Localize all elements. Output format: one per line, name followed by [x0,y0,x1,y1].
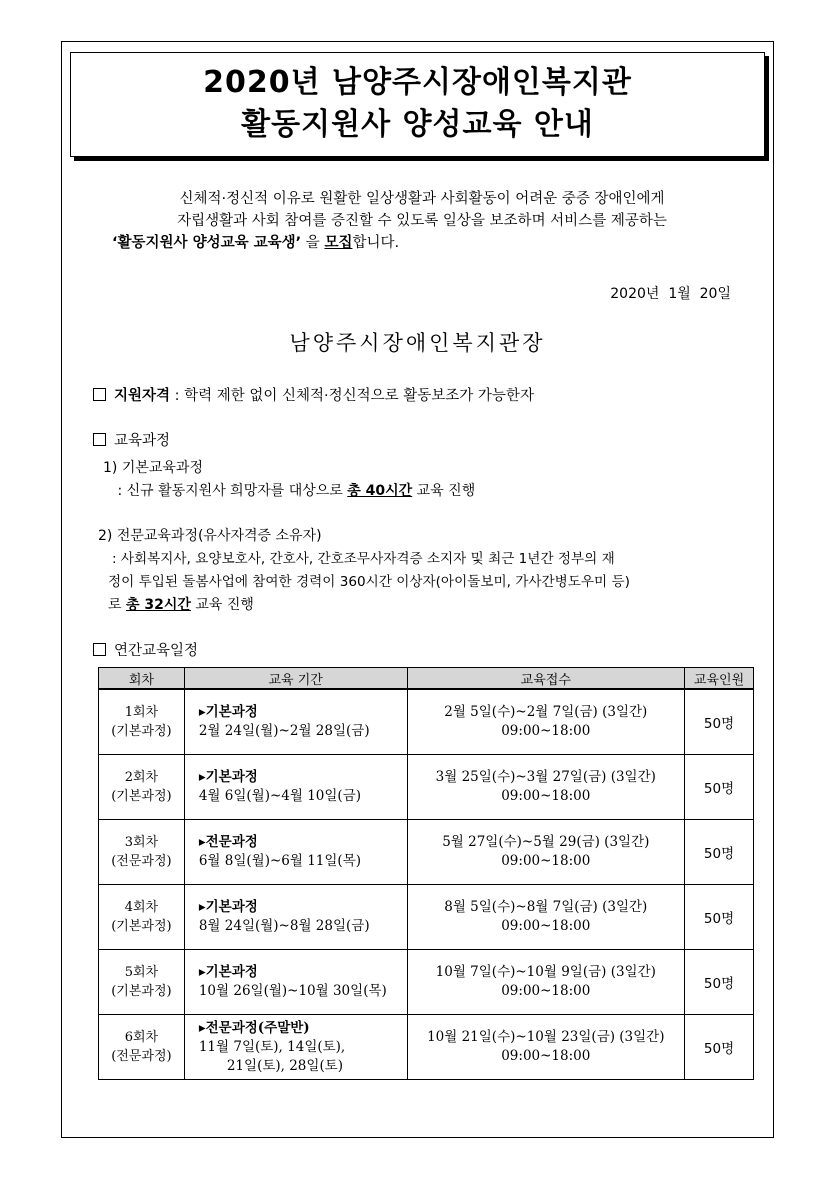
round-cell [99,689,185,755]
capacity-cell: 50명 [685,1015,754,1080]
title-box [70,52,765,157]
header-round: 회차 [99,668,185,690]
checkbox-icon [93,388,106,401]
round-type: (기본과정) [111,789,172,804]
basic-course-desc [113,481,475,501]
period-cell [184,755,407,820]
qualification-section [93,386,534,406]
round-cell [99,755,185,820]
round-type: (기본과정) [111,984,172,999]
capacity-cell: 50명 [685,950,754,1015]
application-cell [407,950,685,1015]
intro-ending: 합니다. [352,235,400,251]
header-application: 교육접수 [407,668,685,690]
qualification-text: : 학력 제한 없이 신체적·정신적으로 활동보조가 가능한자 [170,388,534,404]
round-number: 3회차 [124,835,159,850]
capacity-cell: 50명 [685,689,754,755]
expert-course-desc-line2: 정이 투입된 돌봄사업에 참여한 경력이 360시간 이상자(아이돌보미, 가사간병도우미 등) [108,574,630,590]
basic-course-desc-end: 교육 진행 [412,483,476,499]
period-dates: 8월 24일(월)~8월 28일(금) [198,918,370,934]
course-section-heading [93,431,170,451]
period-course: ▸전문과정(주말반) [198,1019,310,1036]
schedule-table [98,667,754,1080]
schedule-header-row [99,668,754,690]
table-row [99,1015,754,1080]
intro-recruit-target: ‘활동지원사 양성교육 교육생’ [112,235,302,251]
capacity-cell: 50명 [685,755,754,820]
expert-course-desc-end: 교육 진행 [190,597,254,613]
round-number: 4회차 [124,900,159,915]
application-dates: 10월 7일(수)~10월 9일(금) (3일간) [435,964,656,980]
application-cell [407,820,685,885]
application-cell [407,1015,685,1080]
application-hours: 09:00~18:00 [501,723,591,739]
period-course: ▸기본과정 [198,899,258,915]
round-type: (전문과정) [111,1049,172,1064]
table-row [99,950,754,1015]
period-dates: 4월 6일(월)~4월 10일(금) [198,788,361,804]
application-dates: 8월 5일(수)~8월 7일(금) (3일간) [444,899,648,915]
period-cell [184,950,407,1015]
application-dates: 5월 27일(수)~5월 29(금) (3일간) [442,834,650,850]
period-course: ▸기본과정 [198,964,258,980]
period-course: ▸기본과정 [198,769,258,785]
schedule-label: 연간교육일정 [114,643,199,659]
header-capacity: 교육인원 [685,668,754,690]
application-hours: 09:00~18:00 [501,983,591,999]
period-cell [184,689,407,755]
application-dates: 2월 5일(수)~2월 7일(금) (3일간) [444,704,648,720]
expert-course-title: 2) 전문교육과정(유사자격증 소유자) [98,528,322,544]
application-cell [407,689,685,755]
round-number: 5회차 [124,965,159,980]
checkbox-icon [93,643,106,656]
expert-course-hours: 총 32시간 [125,597,191,613]
capacity-cell: 50명 [685,820,754,885]
basic-course-hours: 총 40시간 [347,483,413,499]
period-cell [184,885,407,950]
period-cell [184,820,407,885]
schedule-section-heading [93,641,198,661]
notice-date: 2020년 1월 20일 [610,286,731,302]
course-label: 교육과정 [114,433,171,449]
round-type: (전문과정) [111,854,172,869]
intro-particle: 을 [301,235,325,251]
table-row [99,885,754,950]
intro-recruit-word: 모집 [324,235,353,251]
expert-course-desc-pre: 로 [108,597,126,613]
period-cell [184,1015,407,1080]
round-cell [99,820,185,885]
basic-course-desc-text: : 신규 활동지원사 희망자를 대상으로 [113,483,348,499]
round-number: 1회차 [124,705,159,720]
period-dates-2: 21일(토), 28일(토) [226,1057,344,1074]
table-row [99,689,754,755]
application-dates: 10월 21일(수)~10월 23일(금) (3일간) [427,1029,665,1045]
round-number: 6회차 [124,1030,159,1045]
header-period: 교육 기간 [184,668,407,690]
application-dates: 3월 25일(수)~3월 27일(금) (3일간) [435,769,656,785]
period-dates: 2월 24일(월)~2월 28일(금) [198,723,370,739]
round-cell [99,1015,185,1080]
application-hours: 09:00~18:00 [501,1048,591,1064]
intro-paragraph [82,188,762,254]
checkbox-icon [93,433,106,446]
intro-line1: 신체적·정신적 이유로 원활한 일상생활과 사회활동이 어려운 중증 장애인에게 [179,191,665,207]
round-type: (기본과정) [111,919,172,934]
round-type: (기본과정) [111,724,172,739]
page-title-line1: 2020년 남양주시장애인복지관 [203,65,632,100]
period-dates: 6월 8일(월)~6월 11일(목) [198,853,361,869]
period-dates: 11월 7일(토), 14일(토), [198,1038,346,1055]
application-hours: 09:00~18:00 [501,788,591,804]
expert-course-desc-line3 [108,595,254,615]
round-cell [99,885,185,950]
application-hours: 09:00~18:00 [501,918,591,934]
expert-course-desc-line1: : 사회복지사, 요양보호사, 간호사, 간호조무사자격증 소지자 및 최근 1년간 정부의 재 [112,551,615,567]
round-number: 2회차 [124,770,159,785]
application-hours: 09:00~18:00 [501,853,591,869]
period-dates: 10월 26일(월)~10월 30일(목) [198,983,387,999]
capacity-cell: 50명 [685,885,754,950]
application-cell [407,885,685,950]
intro-line2: 자립생활과 사회 참여를 증진할 수 있도록 일상을 보조하며 서비스를 제공하는 [177,213,667,229]
period-course: ▸기본과정 [198,704,258,720]
page-title-line2: 활동지원사 양성교육 안내 [241,107,594,142]
basic-course-title: 1) 기본교육과정 [103,460,203,476]
period-course: ▸전문과정 [198,834,258,850]
intro-line3 [82,232,762,254]
table-row [99,755,754,820]
application-cell [407,755,685,820]
qualification-label: 지원자격 [114,388,171,404]
table-row [99,820,754,885]
sender-name: 남양주시장애인복지관장 [289,331,546,355]
round-cell [99,950,185,1015]
